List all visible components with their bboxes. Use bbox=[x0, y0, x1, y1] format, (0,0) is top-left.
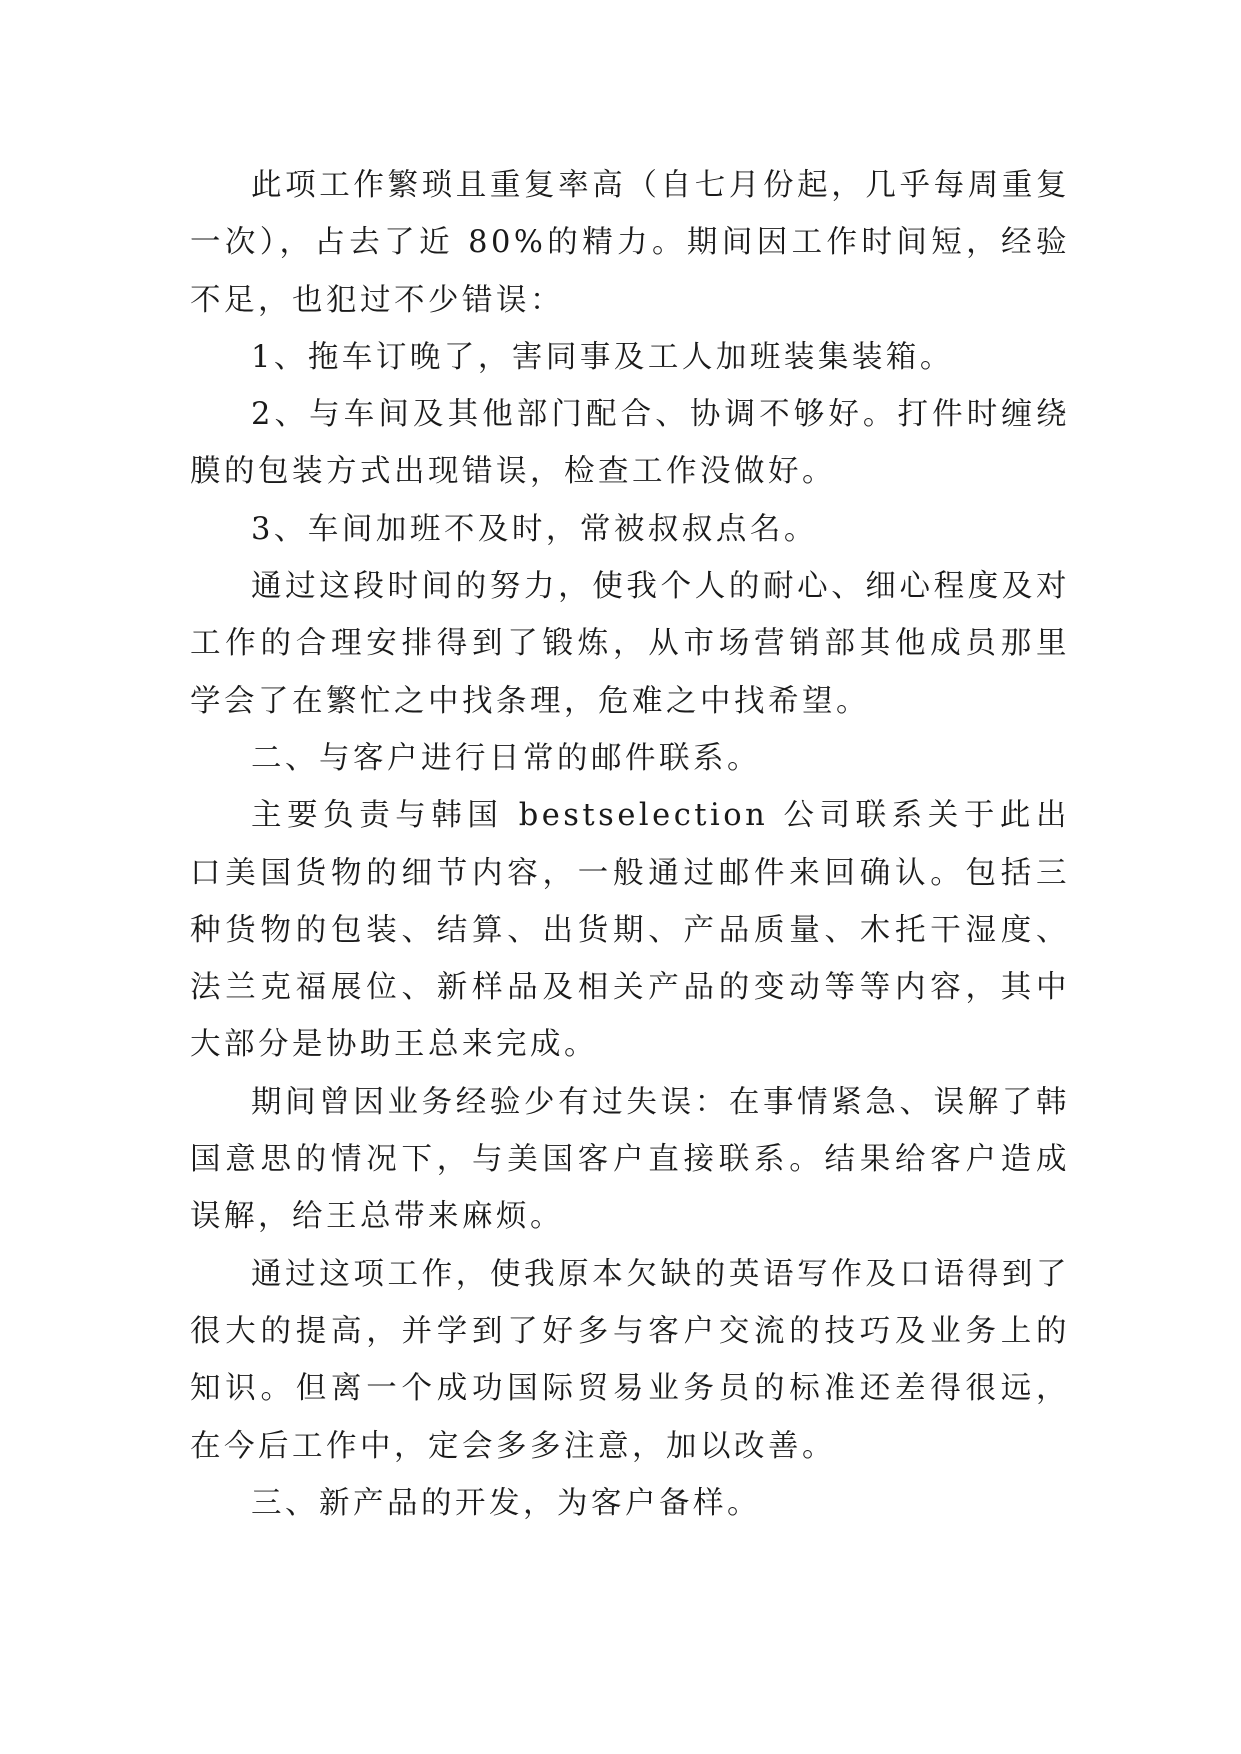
paragraph-lessons: 通过这段时间的努力，使我个人的耐心、细心程度及对工作的合理安排得到了锻炼，从市场营销部其他成员那里学会了在繁忙之中找条理，危难之中找希望。 bbox=[190, 569, 1070, 719]
paragraph-mistake-3: 3、车间加班不及时，常被叔叔点名。 bbox=[251, 511, 818, 547]
paragraph-workload: 此项工作繁琐且重复率高（自七月份起，几乎每周重复一次），占去了近 80%的精力。期间因工作时间短，经验不足，也犯过不少错误： bbox=[190, 168, 1070, 318]
paragraph-mistake-1: 1、拖车订晚了，害同事及工人加班装集装箱。 bbox=[251, 339, 954, 375]
paragraph-email-gains: 通过这项工作，使我原本欠缺的英语写作及口语得到了很大的提高，并学到了好多与客户交流的技巧及业务上的知识。但离一个成功国际贸易业务员的标准还差得很远，在今后工作中，定会多多注意，加以改善。 bbox=[190, 1256, 1070, 1464]
section-heading-email: 二、与客户进行日常的邮件联系。 bbox=[251, 740, 761, 776]
paragraph-email-mistake: 期间曾因业务经验少有过失误：在事情紧急、误解了韩国意思的情况下，与美国客户直接联系。结果给客户造成误解，给王总带来麻烦。 bbox=[190, 1084, 1070, 1235]
section-heading-new-products: 三、新产品的开发，为客户备样。 bbox=[251, 1485, 761, 1521]
paragraph-mistake-2: 2、与车间及其他部门配合、协调不够好。打件时缠绕膜的包装方式出现错误，检查工作没做好。 bbox=[190, 397, 1070, 490]
paragraph-email-duties: 主要负责与韩国 bestselection 公司联系关于此出口美国货物的细节内容，一般通过邮件来回确认。包括三种货物的包装、结算、出货期、产品质量、木托干湿度、法兰克福展位、新样品及相关产品的变动等等内容，其中大部分是协助王总来完成。 bbox=[190, 798, 1070, 1063]
document-body bbox=[190, 157, 1070, 1532]
